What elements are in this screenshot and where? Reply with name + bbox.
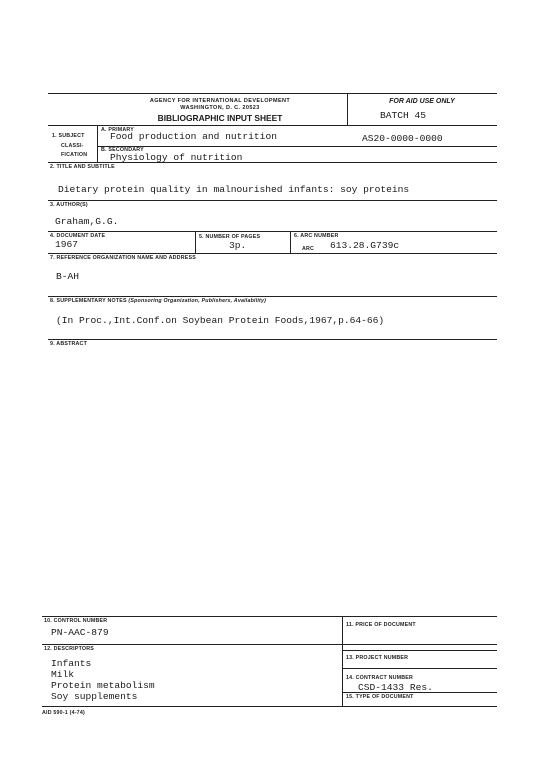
- author-name: Graham,G.G.: [55, 216, 119, 227]
- secondary-subject: Physiology of nutrition: [110, 152, 243, 163]
- contract-number-label: 14. CONTRACT NUMBER: [346, 675, 414, 681]
- descriptors-label: 12. DESCRIPTORS: [44, 646, 94, 652]
- control-number: PN-AAC-879: [51, 627, 109, 638]
- subject-label-1: 1. SUBJECT: [52, 133, 85, 139]
- reference-bottom-rule: [48, 296, 497, 297]
- subject-mid-rule: [97, 146, 497, 147]
- control-bottom-rule: [42, 644, 497, 645]
- form-id: AID 590-1 (4-74): [42, 710, 85, 716]
- document-type-label: 15. TYPE OF DOCUMENT: [346, 694, 414, 700]
- project-number-label: 13. PROJECT NUMBER: [346, 655, 409, 661]
- supplementary-label: [50, 298, 266, 304]
- bottom-block-top-rule: [42, 616, 497, 617]
- primary-label: A. PRIMARY: [101, 127, 134, 133]
- supplementary-label-note: (Sponsoring Organization, Publishers, Availability): [128, 298, 267, 304]
- header-divider: [347, 93, 348, 125]
- document-title: Dietary protein quality in malnourished infants: soy proteins: [58, 184, 410, 195]
- project-bottom-rule: [342, 668, 497, 669]
- primary-subject: Food production and nutrition: [110, 131, 277, 142]
- abstract-label: 9. ABSTRACT: [50, 341, 88, 347]
- descriptor-item: Soy supplements: [51, 691, 138, 702]
- subject-label-3: FICATION: [61, 152, 88, 158]
- descriptor-item: Infants: [51, 658, 92, 669]
- agency-location: WASHINGTON, D. C. 20523: [180, 105, 260, 111]
- arc-prefix: ARC: [302, 246, 315, 252]
- date-row-bottom-rule: [48, 253, 497, 254]
- date-pages-divider: [195, 231, 196, 253]
- top-rule: [48, 93, 497, 94]
- control-number-label: 10. CONTROL NUMBER: [44, 618, 108, 624]
- author-label: 3. AUTHOR(S): [50, 202, 88, 208]
- descriptor-item: Protein metabolism: [51, 680, 155, 691]
- contract-bottom-rule: [342, 692, 497, 693]
- subject-label-divider: [97, 125, 98, 162]
- reference-org: B-AH: [56, 271, 80, 282]
- title-bottom-rule: [48, 200, 497, 201]
- contract-number: CSD-1433 Res.: [358, 682, 433, 693]
- batch-number: BATCH 45: [380, 110, 427, 121]
- header-bottom-rule: [48, 125, 497, 126]
- price-label: 11. PRICE OF DOCUMENT: [346, 622, 416, 628]
- subject-label-2: CLASSI-: [61, 143, 84, 149]
- sheet-title: BIBLIOGRAPHIC INPUT SHEET: [157, 113, 283, 123]
- bottom-block-bottom-rule: [42, 706, 497, 707]
- secondary-label: B. SECONDARY: [101, 147, 144, 153]
- pages-arc-divider: [290, 231, 291, 253]
- reference-org-label: 7. REFERENCE ORGANIZATION NAME AND ADDRESS: [50, 255, 196, 261]
- descriptor-item: Milk: [51, 669, 75, 680]
- arc-label: 6. ARC NUMBER: [294, 233, 339, 239]
- title-label: 2. TITLE AND SUBTITLE: [50, 164, 115, 170]
- aid-use-only: FOR AID USE ONLY: [389, 98, 455, 105]
- author-bottom-rule: [48, 231, 497, 232]
- pages-label: 5. NUMBER OF PAGES: [199, 234, 261, 240]
- primary-code: AS20-0000-0000: [362, 133, 443, 144]
- arc-number: 613.28.G739c: [330, 240, 400, 251]
- supplementary-bottom-rule: [48, 339, 497, 340]
- supplementary-notes: (In Proc.,Int.Conf.on Soybean Protein Foods,1967,p.64-66): [56, 315, 385, 326]
- supplementary-label-text: 8. SUPPLEMENTARY NOTES: [50, 298, 127, 304]
- document-date: 1967: [55, 239, 79, 250]
- document-date-label: 4. DOCUMENT DATE: [50, 233, 106, 239]
- agency-name: AGENCY FOR INTERNATIONAL DEVELOPMENT: [149, 98, 291, 104]
- subject-bottom-rule: [48, 162, 497, 163]
- page-count: 3p.: [229, 240, 247, 251]
- price-bottom-rule: [342, 650, 497, 651]
